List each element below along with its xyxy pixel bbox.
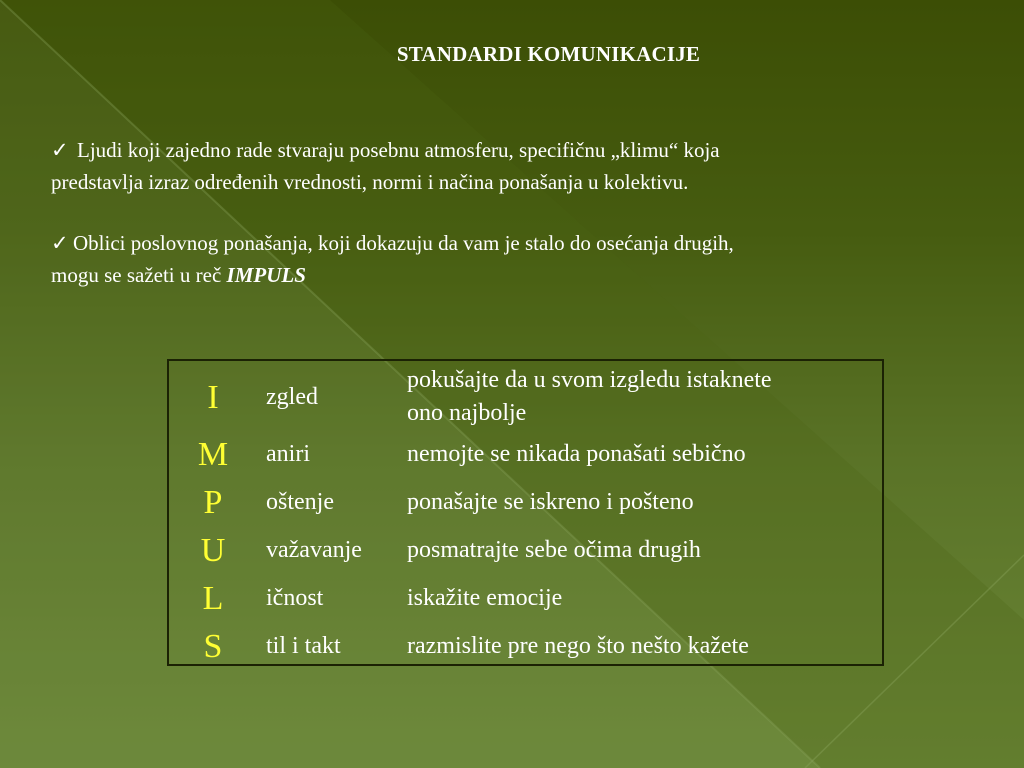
checkmark-icon: ✓ <box>51 231 69 255</box>
word-suffix: zgled <box>266 384 318 410</box>
advice-text: iskažite emocije <box>407 585 563 611</box>
acronym-letter: P <box>203 484 223 521</box>
impuls-table <box>167 359 884 666</box>
bullet-item <box>51 134 951 198</box>
acronym-letter: U <box>200 532 226 569</box>
advice-text: razmislite pre nego što nešto kažete <box>407 633 749 659</box>
word-suffix: ičnost <box>266 585 324 611</box>
word-suffix: oštenje <box>266 489 334 515</box>
acronym-letter: M <box>197 436 229 473</box>
acronym-letter: I <box>207 379 219 416</box>
slide-title: STANDARDI KOMUNIKACIJE <box>396 42 701 66</box>
advice-text: pokušajte da u svom izgledu istaknete ono najbolje <box>407 367 772 426</box>
bullet-text-line: mogu se sažeti u reč <box>51 263 227 287</box>
bullet-item <box>51 227 951 291</box>
bullet-text-line: Oblici poslovnog ponašanja, koji dokazuju da vam je stalo do osećanja drugih, <box>73 231 734 255</box>
advice-text: nemojte se nikada ponašati sebično <box>407 441 746 467</box>
checkmark-icon: ✓ <box>51 138 69 162</box>
word-suffix: aniri <box>266 441 310 467</box>
word-suffix: til i takt <box>266 633 341 659</box>
acronym-letter: S <box>203 628 223 665</box>
acronym-letter: L <box>202 580 224 617</box>
word-suffix: važavanje <box>266 537 362 563</box>
advice-text: posmatrajte sebe očima drugih <box>407 537 701 563</box>
bullet-text-line: predstavlja izraz određenih vrednosti, normi i načina ponašanja u kolektivu. <box>51 170 689 194</box>
advice-text: ponašajte se iskreno i pošteno <box>407 489 694 515</box>
bullet-text-line: Ljudi koji zajedno rade stvaraju posebnu atmosferu, specifičnu „klimu“ koja <box>77 138 720 162</box>
emphasis-word: IMPULS <box>226 263 306 287</box>
